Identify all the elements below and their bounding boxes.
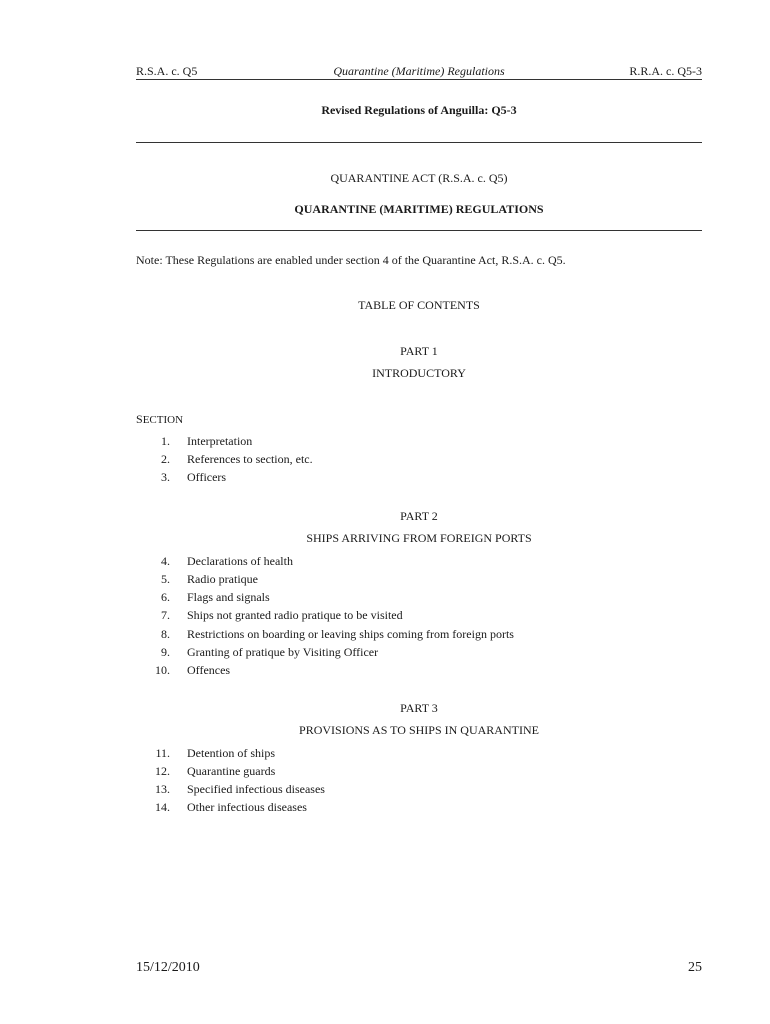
toc-entry-number: 5. <box>161 572 170 586</box>
toc-entry-number: 12. <box>155 764 170 778</box>
title-rule-bottom <box>136 230 702 231</box>
toc-entry-number: 7. <box>161 608 170 622</box>
header-revision-ref: R.R.A. c. Q5-3 <box>629 64 702 78</box>
toc-entry-title: Radio pratique <box>187 572 258 586</box>
toc-entry-title: Officers <box>187 470 227 484</box>
toc-entry-number: 13. <box>155 782 170 796</box>
toc-entry-title: Ships not granted radio pratique to be visited <box>187 608 403 622</box>
toc-entry-title: Other infectious diseases <box>187 800 307 814</box>
title-rule-top <box>136 142 702 143</box>
regulations-title: QUARANTINE (MARITIME) REGULATIONS <box>294 202 544 216</box>
toc-entry-number: 6. <box>161 590 170 604</box>
enabling-note: Note: These Regulations are enabled under section 4 of the Quarantine Act, R.S.A. c. Q5. <box>136 253 566 267</box>
part-3-title: PROVISIONS AS TO SHIPS IN QUARANTINE <box>299 723 539 737</box>
header-document-title: Quarantine (Maritime) Regulations <box>333 64 505 78</box>
part-3-label: PART 3 <box>400 701 438 715</box>
toc-entry-number: 2. <box>161 452 170 466</box>
revised-regulations-title: Revised Regulations of Anguilla: Q5-3 <box>321 103 517 117</box>
toc-entry-title: Interpretation <box>187 434 253 448</box>
toc-entry-number: 10. <box>155 663 170 677</box>
toc-entry-title: Declarations of health <box>187 554 293 568</box>
part-1-label: PART 1 <box>400 344 438 358</box>
toc-entry-title: Restrictions on boarding or leaving ships coming from foreign ports <box>187 627 514 641</box>
toc-heading: TABLE OF CONTENTS <box>358 298 480 312</box>
toc-entry-title: Flags and signals <box>187 590 270 604</box>
act-title: QUARANTINE ACT (R.S.A. c. Q5) <box>330 171 508 185</box>
toc-entry-number: 3. <box>161 470 170 484</box>
toc-entry-number: 4. <box>161 554 170 568</box>
toc-entry-number: 14. <box>155 800 170 814</box>
toc-entry-title: Detention of ships <box>187 746 275 760</box>
toc-entry-number: 11. <box>155 746 170 760</box>
toc-entry-title: Offences <box>187 663 231 677</box>
section-column-label <box>136 412 183 427</box>
section-label-rest: ECTION <box>142 414 184 426</box>
toc-entry-number: 8. <box>161 627 170 641</box>
part-1-title: INTRODUCTORY <box>372 366 466 380</box>
header-chapter-ref: R.S.A. c. Q5 <box>136 64 198 78</box>
footer-page-number: 25 <box>688 960 702 975</box>
header-rule <box>136 79 702 80</box>
toc-entry-number: 9. <box>161 645 170 659</box>
toc-entry-title: Granting of pratique by Visiting Officer <box>187 645 379 659</box>
section-label-initial: S <box>136 412 143 426</box>
toc-entry-title: Quarantine guards <box>187 764 276 778</box>
toc-entry-title: Specified infectious diseases <box>187 782 325 796</box>
part-2-label: PART 2 <box>400 509 438 523</box>
toc-entry-title: References to section, etc. <box>187 452 313 466</box>
part-2-title: SHIPS ARRIVING FROM FOREIGN PORTS <box>306 531 532 545</box>
toc-entry-number: 1. <box>161 434 170 448</box>
footer-date: 15/12/2010 <box>136 960 200 975</box>
